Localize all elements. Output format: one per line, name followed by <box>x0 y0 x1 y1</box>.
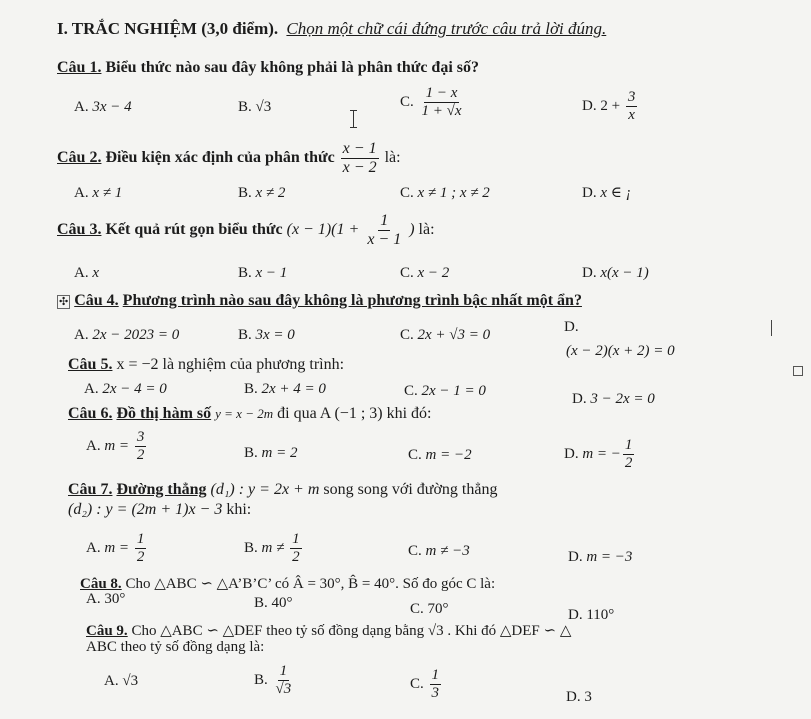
option-prefix: m = <box>104 437 130 454</box>
expression-prefix: (x − 1)(1 + <box>286 221 360 239</box>
section-title <box>57 20 606 37</box>
q3-option-a <box>74 266 99 281</box>
option-prefix: m ≠ <box>261 539 285 556</box>
option-content: x ≠ 1 ; x ≠ 2 <box>417 185 490 201</box>
option-letter: C. <box>410 675 424 692</box>
denominator: x − 2 <box>342 159 377 176</box>
option-content: 3 <box>584 689 592 705</box>
denominator: 2 <box>136 447 145 463</box>
option-letter: A. <box>86 437 101 454</box>
q7-option-a <box>86 532 148 565</box>
option-content: 2x + 4 = 0 <box>261 381 326 397</box>
numerator: 1 <box>279 663 288 679</box>
q7-option-c <box>408 544 470 559</box>
question-text: Điều kiện xác định của phân thức <box>105 149 335 167</box>
denominator: x − 1 <box>367 231 402 248</box>
option-content: m = −3 <box>586 549 633 565</box>
option-letter: A. <box>74 265 89 281</box>
numerator: 1 − x <box>425 85 458 101</box>
q8-option-c <box>410 602 449 617</box>
option-content: √3 <box>122 673 139 689</box>
q6-option-a <box>86 430 148 463</box>
q4-option-c <box>400 328 490 343</box>
option-letter: A. <box>74 185 89 201</box>
option-content: 40° <box>271 595 293 611</box>
question-4 <box>57 293 582 309</box>
option-content: 3x = 0 <box>255 327 295 343</box>
option-content: x ≠ 2 <box>255 185 286 201</box>
q4-option-a <box>74 328 179 343</box>
question-5 <box>68 357 344 373</box>
option-letter: B. <box>238 185 252 201</box>
option-prefix: m = − <box>582 445 621 462</box>
option-content: 2x − 1 = 0 <box>421 383 486 399</box>
option-letter: D. <box>564 445 579 462</box>
line-d2-expression: (d₂) : y = (2m + 1)x − 3 <box>68 501 223 518</box>
q1-option-b <box>238 100 271 115</box>
question-9-line-2: ABC theo tỷ số đồng dạng là: <box>86 639 265 655</box>
fraction <box>626 90 638 123</box>
numerator: 1 <box>292 531 300 547</box>
option-content: x <box>92 265 100 281</box>
question-7 <box>68 482 497 498</box>
option-letter: C. <box>400 327 414 343</box>
question-label: Câu 1. <box>57 59 102 76</box>
question-tail: là: <box>418 221 435 239</box>
option-letter: D. <box>572 391 587 407</box>
question-label: Câu 3. <box>57 221 102 239</box>
option-content: 3 − 2x = 0 <box>590 391 655 407</box>
fraction <box>135 532 147 565</box>
q5-option-c <box>404 384 486 399</box>
option-letter: C. <box>400 93 414 110</box>
option-prefix: 2 + <box>600 97 621 114</box>
q9-option-a <box>104 674 138 689</box>
section-title-text: I. TRẮC NGHIỆM (3,0 điểm). <box>57 19 279 38</box>
q2-option-c <box>400 186 490 201</box>
q8-option-b <box>254 596 293 611</box>
question-label: Câu 4. <box>74 292 119 309</box>
question-3 <box>57 213 435 248</box>
text-cursor-icon <box>771 320 772 336</box>
option-content: 2x − 4 = 0 <box>102 381 167 397</box>
q9-option-c <box>410 668 443 701</box>
option-letter: D. <box>582 97 597 114</box>
option-letter: D. <box>568 607 583 623</box>
option-letter: D. <box>566 689 581 705</box>
question-tail: khi: <box>226 501 252 518</box>
fraction <box>420 86 464 119</box>
fraction <box>365 213 403 248</box>
question-label: Câu 9. <box>86 623 128 639</box>
q6-option-b <box>244 446 297 461</box>
question-text: Đồ thị hàm số <box>116 405 212 422</box>
q8-option-d <box>568 608 614 623</box>
option-letter: D. <box>582 185 597 201</box>
option-letter: A. <box>74 327 89 343</box>
option-content: 3x − 4 <box>92 99 132 115</box>
fraction <box>430 668 442 701</box>
q3-option-b <box>238 266 287 281</box>
numerator: 3 <box>136 429 145 445</box>
q3-option-c <box>400 266 449 281</box>
numerator: 1 <box>431 667 440 683</box>
option-letter: C. <box>408 447 422 463</box>
q9-option-b <box>254 664 295 697</box>
option-content: x ∈ ¡ <box>600 185 632 201</box>
option-letter: B. <box>244 539 258 556</box>
option-letter: A. <box>104 673 119 689</box>
option-content: √3 <box>255 99 272 115</box>
question-text: Đường thẳng <box>116 481 207 498</box>
option-letter: B. <box>254 595 268 611</box>
question-text: x = −2 là nghiệm của phương trình: <box>116 356 345 373</box>
q1-option-a <box>74 100 132 115</box>
option-content: x(x − 1) <box>600 265 649 281</box>
option-letter: C. <box>410 601 424 617</box>
checkbox-icon <box>793 366 803 376</box>
q6-option-c <box>408 448 472 463</box>
option-content: x − 1 <box>255 265 288 281</box>
option-letter: B. <box>238 99 252 115</box>
option-content: x ≠ 1 <box>92 185 123 201</box>
question-1 <box>57 60 479 76</box>
q1-option-d <box>582 90 639 123</box>
option-letter: B. <box>244 381 258 397</box>
option-letter: B. <box>238 265 252 281</box>
question-label: Câu 8. <box>80 576 122 592</box>
q4-option-b <box>238 328 295 343</box>
option-letter: B. <box>238 327 252 343</box>
question-label: Câu 6. <box>68 405 113 422</box>
numerator: 3 <box>627 89 636 105</box>
question-6 <box>68 406 431 422</box>
question-label: Câu 2. <box>57 149 102 167</box>
numerator: 1 <box>136 531 145 547</box>
text-cursor-icon <box>353 110 361 128</box>
question-8 <box>80 577 495 592</box>
denominator: 2 <box>136 549 145 565</box>
option-prefix: m = <box>104 539 130 556</box>
fraction <box>290 532 302 565</box>
q1-option-c <box>400 86 466 119</box>
fraction <box>623 438 635 471</box>
denominator: 2 <box>624 455 633 471</box>
q7-option-d <box>568 550 632 565</box>
move-handle-icon: ✣ <box>59 296 69 308</box>
denominator: 2 <box>292 549 300 565</box>
q2-option-a <box>74 186 122 201</box>
numerator: 1 <box>380 212 389 229</box>
q7-option-b <box>244 532 304 565</box>
option-content: 30° <box>104 591 126 607</box>
function-expression: y = x − 2m <box>215 406 274 421</box>
q2-option-d <box>582 186 631 201</box>
q4-option-d-content: (x − 2)(x + 2) = 0 <box>566 343 675 359</box>
q2-option-b <box>238 186 285 201</box>
option-letter: C. <box>400 265 414 281</box>
expression-suffix: ) <box>409 221 415 239</box>
question-tail: song song với đường thẳng <box>323 481 498 498</box>
option-content: m ≠ −3 <box>425 543 470 559</box>
option-content: m = 2 <box>261 445 298 461</box>
option-content: 2x − 2023 = 0 <box>92 327 180 343</box>
option-content: 2x + √3 = 0 <box>417 327 491 343</box>
q9-option-d <box>566 690 592 705</box>
option-content: m = −2 <box>425 447 472 463</box>
option-letter: D. <box>582 265 597 281</box>
fraction <box>135 430 147 463</box>
fraction <box>274 664 294 697</box>
question-text: Cho △ABC ∽ △A’B’C’ có Â = 30°, B̂ = 40°. Số đo góc C là: <box>125 576 496 592</box>
fraction <box>341 141 379 176</box>
option-letter: A. <box>86 539 101 556</box>
q5-option-b <box>244 382 326 397</box>
option-letter: A. <box>86 591 101 607</box>
q4-option-d-letter: D. <box>564 319 579 335</box>
option-letter: A. <box>84 381 99 397</box>
q5-option-d <box>572 392 655 407</box>
question-9 <box>86 624 571 639</box>
question-tail: đi qua A (−1 ; 3) khi đó: <box>277 405 432 422</box>
numerator: 1 <box>624 437 633 453</box>
numerator: x − 1 <box>342 140 377 157</box>
question-text: Biểu thức nào sau đây không phải là phân thức đại số? <box>105 59 479 76</box>
q6-option-d <box>564 438 636 471</box>
q5-option-a <box>84 382 167 397</box>
line-d1-expression: (d₁) : y = 2x + m <box>210 481 320 498</box>
option-letter: C. <box>404 383 418 399</box>
denominator: 3 <box>431 685 440 701</box>
denominator: √3 <box>275 681 292 697</box>
question-7-line-2 <box>68 502 251 518</box>
section-instruction: Chọn một chữ cái đứng trước câu trả lời đúng. <box>286 19 607 38</box>
q3-option-d <box>582 266 649 281</box>
question-2 <box>57 141 401 176</box>
question-tail: là: <box>384 149 401 167</box>
option-letter: D. <box>568 549 583 565</box>
option-content: 110° <box>586 607 615 623</box>
question-text: Phương trình nào sau đây không là phương trình bậc nhất một ẩn? <box>122 292 582 309</box>
question-text: Kết quả rút gọn biểu thức <box>105 221 283 239</box>
question-label: Câu 5. <box>68 356 113 373</box>
option-letter: B. <box>254 671 268 688</box>
option-letter: C. <box>408 543 422 559</box>
denominator: x <box>628 107 635 123</box>
option-content: x − 2 <box>417 265 450 281</box>
option-letter: A. <box>74 99 89 115</box>
option-letter: B. <box>244 445 258 461</box>
q8-option-a <box>86 592 125 607</box>
question-text: Cho △ABC ∽ △DEF theo tỷ số đồng dạng bằng √3 . Khi đó △DEF ∽ △ <box>131 623 572 639</box>
option-letter: C. <box>400 185 414 201</box>
denominator: 1 + √x <box>421 103 462 119</box>
option-content: 70° <box>427 601 449 617</box>
question-label: Câu 7. <box>68 481 113 498</box>
